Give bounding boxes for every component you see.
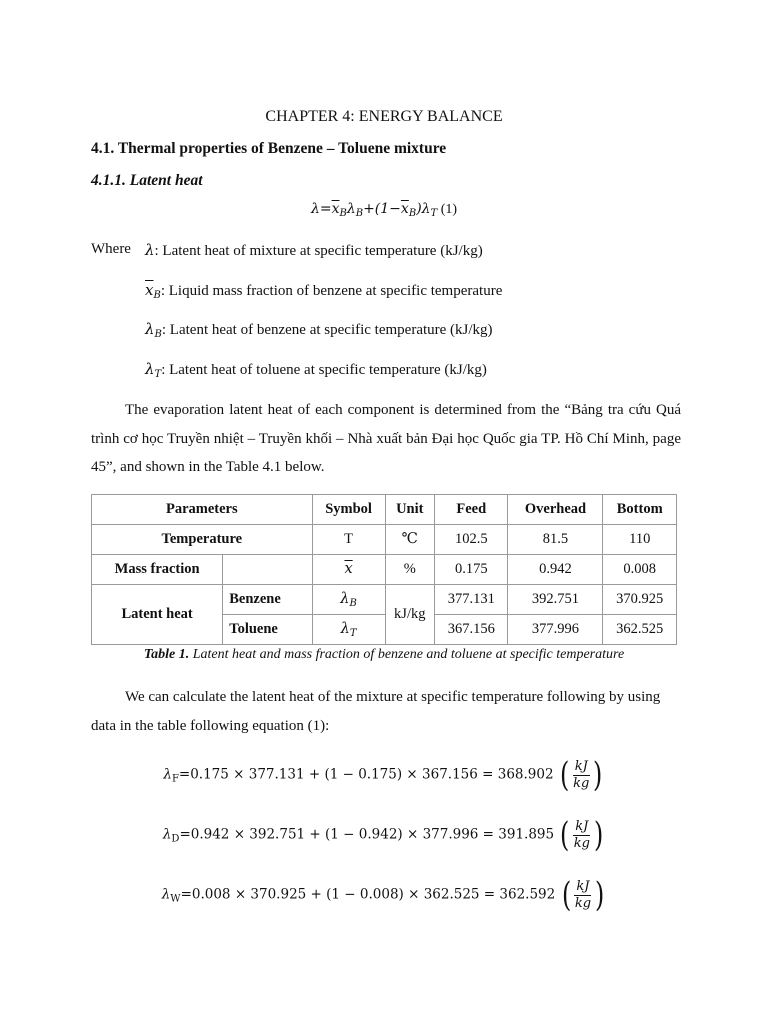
cell-mass-fraction-label: Mass fraction	[92, 555, 223, 585]
subsection-title: 4.1.1. Latent heat	[91, 172, 203, 189]
header-bottom: Bottom	[603, 495, 677, 525]
cell-latent-heat-label: Latent heat	[92, 585, 223, 645]
cell-benzene-label: Benzene	[223, 585, 312, 615]
cell-mass-fraction-symbol: $\overline{x}$	[312, 555, 385, 585]
cell-benzene-overhead: 392.751	[508, 585, 603, 615]
cell-benzene-bottom: 370.925	[603, 585, 677, 615]
cell-temperature-unit: ℃	[385, 525, 435, 555]
header-symbol: Symbol	[312, 495, 385, 525]
cell-toluene-symbol: $\lambda_T$	[312, 615, 385, 645]
header-feed: Feed	[435, 495, 508, 525]
cell-toluene-bottom: 362.525	[603, 615, 677, 645]
where-label: Where	[91, 241, 131, 257]
equation-lambda-f: $\lambda_F=0.175 \times 377.131 + (1 - 0.175) \times 367.156 = 368.902$ ( $\frac{kJ}{kg}$ )	[163, 755, 603, 795]
section-title: 4.1. Thermal properties of Benzene – Toluene mixture	[91, 140, 447, 157]
equation-lambda-d: $\lambda_D=0.942 \times 392.751 + (1 - 0.942) \times 377.996 = 391.895$ ( $\frac{kJ}{kg}$ )	[162, 815, 604, 855]
cell-toluene-label: Toluene	[223, 615, 312, 645]
cell-mass-fraction-feed: 0.175	[435, 555, 508, 585]
definition-lambda: λ: Latent heat of mixture at specific temperature (kJ/kg)	[145, 241, 483, 259]
table-header-row	[92, 495, 677, 525]
definition-lambda-b: $\lambda_B$: Latent heat of benzene at specific temperature (kJ/kg)	[145, 320, 493, 340]
cell-benzene-symbol: $\lambda_B$	[312, 585, 385, 615]
table-row-temperature	[92, 525, 677, 555]
cell-temperature-bottom: 110	[603, 525, 677, 555]
cell-temperature-symbol: T	[312, 525, 385, 555]
header-parameters: Parameters	[92, 495, 313, 525]
table-row-benzene	[92, 585, 677, 615]
cell-latent-heat-unit: kJ/kg	[385, 585, 435, 645]
definition-xb: $\overline{x}_B$: Liquid mass fraction of benzene at specific temperature	[145, 281, 503, 301]
cell-mass-fraction-overhead: 0.942	[508, 555, 603, 585]
table-caption	[0, 647, 768, 663]
cell-empty	[223, 555, 312, 585]
chapter-title: CHAPTER 4: ENERGY BALANCE	[265, 108, 503, 125]
latent-heat-table	[91, 494, 677, 645]
caption-text: Latent heat and mass fraction of benzene and toluene at specific temperature	[189, 647, 625, 662]
paragraph-calculation: We can calculate the latent heat of the mixture at specific temperature following by using data in the table following equation (1):	[91, 689, 661, 734]
header-overhead: Overhead	[508, 495, 603, 525]
cell-mass-fraction-bottom: 0.008	[603, 555, 677, 585]
equation-number: (1)	[440, 202, 458, 217]
paragraph-source: The evaporation latent heat of each component is determined from the “Bảng tra cứu Quá trình cơ học Truyền nhiệt – Truyền khối – Nhà xuất bản Đại học Quốc gia TP. Hồ Chí Minh, page 45”, and shown in the Table 4.1 below.	[91, 402, 681, 475]
caption-label: Table 1.	[143, 647, 190, 662]
cell-toluene-overhead: 377.996	[508, 615, 603, 645]
cell-toluene-feed: 367.156	[435, 615, 508, 645]
cell-temperature-overhead: 81.5	[508, 525, 603, 555]
definition-lambda-t: $\lambda_T$: Latent heat of toluene at specific temperature (kJ/kg)	[145, 360, 487, 380]
equation-1: $\lambda=\overline{x}_B\lambda_B+(1-\overline{x}_B)\lambda_T$ (1)	[310, 201, 458, 219]
cell-temperature-label: Temperature	[92, 525, 313, 555]
table-row-mass-fraction	[92, 555, 677, 585]
equation-lambda-w: $\lambda_W=0.008 \times 370.925 + (1 - 0.008) \times 362.525 = 362.592$ ( $\frac{kJ}{kg}$ )	[161, 875, 605, 915]
header-unit: Unit	[385, 495, 435, 525]
cell-temperature-feed: 102.5	[435, 525, 508, 555]
cell-mass-fraction-unit: %	[385, 555, 435, 585]
cell-benzene-feed: 377.131	[435, 585, 508, 615]
